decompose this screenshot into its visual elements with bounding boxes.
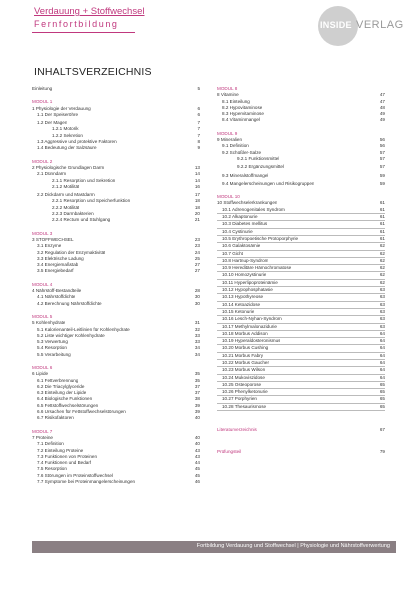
toc-entry-page: 48 [379,104,385,110]
toc-entry-page: 56 [379,143,385,149]
toc-entry[interactable] [217,309,385,316]
toc-entry-page: 79 [379,449,385,455]
module-heading: MODUL 3 [32,230,53,236]
header-subtitle: Fernfortbildung [34,19,119,29]
toc-entry[interactable] [217,117,385,123]
toc-entry-title: 10.16 Lesch-Nyhan-Syndrom [222,316,282,322]
toc-entry-title: 5 Kohlenhydrate [32,320,66,326]
toc-entry-title: 9.1 Definition [222,143,249,149]
toc-entry-page: 8 [197,139,200,145]
toc-entry-title: 2.2.1 Resorption und Speicherfunktion [52,198,131,204]
toc-entry-page: 28 [194,288,200,294]
toc-entry[interactable] [32,301,200,307]
toc-entry-title: 7.6 Störungen im Proteinstoffwechsel [37,472,114,478]
toc-entry[interactable] [217,338,385,345]
toc-entry-page: 64 [379,374,385,380]
toc-entry-title: 6.1 Fettverbrennung [37,377,79,383]
toc-entry-title: 7 Proteine [32,434,53,440]
toc-entry-page: 65 [379,381,385,387]
toc-entry-title: 9.3 Mineralstoffmangel [222,172,269,178]
toc-entry[interactable] [217,280,385,287]
toc-entry-title: 10.20 Morbus Cushing [222,345,269,351]
toc-entry-title: 8.2 Hypovitaminose [222,104,263,110]
toc-entry-page: 40 [194,415,200,421]
toc-entry-title: 3.2 Regulation der Enzymaktivität [37,249,106,255]
toc-entry-page: 27 [194,262,200,268]
toc-entry[interactable] [217,316,385,323]
toc-entry-title: 3.3 Elektrische Ladung [37,255,84,261]
toc-entry[interactable] [217,236,385,243]
toc-entry-title: 9.2.1 Funktionsmittel [237,155,280,161]
toc-entry-page: 18 [194,198,200,204]
toc-entry-title: 5.1 Kalorienanteil-Leitlinien für Kohlenhydrate [37,326,130,332]
logo-inside-text: INSIDE [320,20,352,30]
toc-entry-page: 27 [194,268,200,274]
toc-entry[interactable] [217,375,385,382]
toc-entry-page: 63 [379,308,385,314]
toc-entry-title: 6.2 Die Triacylglyceride [37,383,85,389]
toc-entry-title: 10.18 Morbus Addison [222,330,268,336]
toc-entry-page: 32 [194,326,200,332]
toc-entry[interactable] [32,415,200,421]
toc-entry-page: 62 [379,250,385,256]
toc-entry-title: 10.12 Hypophosphatasie [222,287,273,293]
footer-bar [32,541,396,553]
toc-entry[interactable] [217,360,385,367]
toc-entry[interactable] [32,184,200,190]
logo-verlag-text: VERLAG [356,19,404,31]
toc-entry-page: 35 [194,377,200,383]
toc-entry-page: 40 [194,434,200,440]
toc-entry-page: 9 [197,145,200,151]
toc-entry-page: 63 [379,294,385,300]
toc-entry-page: 21 [194,217,200,223]
toc-entry-page: 46 [194,479,200,485]
toc-entry-page: 62 [379,265,385,271]
toc-entry-title: 10.6 Galaktosämie [222,243,261,249]
toc-entry-title: 9.2 Schüßler-Salze [222,149,262,155]
toc-entry[interactable] [217,272,385,279]
toc-entry-title: 5.3 Verwertung [37,339,68,345]
module-heading: MODUL 6 [32,364,53,370]
toc-entry-title: 4.1 Nährstoffdichte [37,294,76,300]
toc-entry[interactable] [217,396,385,403]
toc-entry-page: 56 [379,137,385,143]
toc-entry-page: 45 [194,466,200,472]
toc-entry-title: 9.2.2 Ergänzungsmittel [237,164,284,170]
toc-entry-page: 37 [194,383,200,389]
toc-entry-page: 65 [379,396,385,402]
toc-entry-title: 10.10 Homozystinurie [222,272,267,278]
toc-entry-title: 10.26 Phenylketonurie [222,389,268,395]
toc-entry-title: 10.2 Alkaptonurie [222,214,258,220]
module-heading: MODUL 4 [32,281,53,287]
toc-entry[interactable] [217,353,385,360]
toc-entry-page: 7 [197,126,200,132]
toc-entry-title: 10.17 Methylmalonazidurie [222,323,277,329]
footer-text: Fortbildung Verdauung und Stoffwechsel | Physiologie und Nährstoffverwertung [196,543,390,549]
toc-entry-title: 10.22 Morbus Gaucher [222,359,269,365]
toc-entry-page: 31 [194,320,200,326]
toc-entry[interactable] [32,479,200,485]
toc-entry[interactable] [217,427,385,433]
toc-entry-title: Einleitung [32,86,53,91]
toc-entry[interactable] [32,217,200,223]
toc-entry[interactable] [217,243,385,250]
toc-entry-page: 34 [194,345,200,351]
toc-entry-page: 39 [194,402,200,408]
toc-entry-title: 4 Nährstoff-Bestandteile [32,288,82,294]
toc-entry-page: 61 [379,206,385,212]
toc-entry-page: 61 [379,200,385,206]
toc-entry[interactable] [217,265,385,272]
toc-entry-page: 7 [197,120,200,126]
toc-entry-title: 5.4 Resorption [37,345,67,351]
toc-entry-page: 59 [379,180,385,186]
toc-entry[interactable] [217,449,385,455]
toc-entry-title: 10.13 Hypothyreose [222,294,264,300]
header-title: Verdauung + Stoffwechsel [34,6,145,17]
toc-entry-title: 10.11 Hyperlipoproteinämie [222,279,278,285]
toc-entry-page: 65 [379,389,385,395]
toc-entry-title: 6.5 Fettstoffwechselstörungen [37,402,99,408]
toc-entry-title: 10.5 Erythropoetische Protoporphyrie [222,235,299,241]
toc-entry-title: 1.2.2 Sekretion [52,132,83,138]
toc-entry-title: 1.2.1 Motorik [52,126,79,132]
toc-entry-title: 1.1 Der Speiseröhre [37,111,79,117]
toc-entry-page: 25 [194,255,200,261]
toc-entry-page: 34 [194,351,200,357]
toc-entry-title: 10.9 Hereditäre Hämochromatose [222,265,292,271]
toc-entry[interactable] [32,352,200,358]
module-heading: MODUL 9 [217,130,238,136]
toc-entry-page: 33 [194,332,200,338]
toc-entry[interactable] [217,207,385,214]
toc-entry[interactable] [32,268,200,274]
toc-entry-page: 62 [379,257,385,263]
toc-entry-page: 20 [194,211,200,217]
toc-entry-page: 6 [197,105,200,111]
toc-entry[interactable] [217,221,385,228]
toc-entry-title: 2.1.1 Resorption und Sekretion [52,177,116,183]
toc-entry[interactable] [32,145,200,151]
toc-entry[interactable] [217,181,385,187]
toc-entry-page: 63 [379,323,385,329]
module-heading: MODUL 2 [32,158,53,164]
toc-entry-title: 10 Stoffwechselerkrankungen [217,200,278,206]
toc-entry-page: 47 [379,98,385,104]
toc-entry-page: 62 [379,279,385,285]
toc-entry-page: 43 [194,453,200,459]
toc-entry-title: 10.24 Mukoviszidose [222,374,265,380]
toc-entry-title: 10.7 Gicht [222,250,243,256]
toc-entry-title: 1.3 Aggressive und protektive Faktoren [37,139,117,145]
toc-entry-page: 57 [379,149,385,155]
toc-entry-page: 64 [379,367,385,373]
toc-entry-page: 64 [379,345,385,351]
toc-entry[interactable] [217,258,385,265]
toc-entry-title: 8.4 Vitaminmangel [222,117,260,123]
toc-entry-page: 65 [379,403,385,409]
toc-entry-title: 10.4 Cystinurie [222,228,253,234]
toc-entry-title: Literaturverzeichnis [217,427,257,433]
toc-entry-title: 2.1.2 Motilität [52,183,80,189]
toc-entry-title: 2.2.2 Motilität [52,204,80,210]
toc-entry[interactable] [217,382,385,389]
toc-entry[interactable] [217,156,385,162]
toc-entry-page: 61 [379,235,385,241]
toc-entry-title: 9.4 Mangelerscheinungen und Risikogruppen [222,180,315,186]
toc-entry-page: 61 [379,221,385,227]
toc-entry-title: 2 Physiologische Grundlagen Darm [32,164,105,170]
toc-entry-page: 62 [379,272,385,278]
toc-entry-title: 10.28 Thesaurismose [222,403,267,409]
header-rule [32,32,135,33]
toc-entry-page: 17 [194,192,200,198]
module-heading: MODUL 8 [217,86,238,91]
toc-entry-title: 7.7 Symptome bei Proteinmangelerscheinungen [37,479,136,485]
toc-entry-title: 10.15 Ketonurie [222,308,255,314]
toc-entry-title: 10.23 Morbus Wilson [222,367,266,373]
toc-entry-title: Prüfungsteil [217,449,242,455]
toc-entry[interactable] [217,164,385,170]
toc-entry-page: 44 [194,460,200,466]
toc-entry[interactable] [217,324,385,331]
toc-entry-page: 57 [379,164,385,170]
toc-entry-title: 3.4 Energiemaßstab [37,262,79,268]
toc-entry-page: 62 [379,243,385,249]
toc-entry-page: 16 [194,183,200,189]
toc-entry-title: 2.1 Dünndarm [37,171,67,177]
toc-entry[interactable] [32,86,200,92]
toc-entry-title: 7.1 Definition [37,441,64,447]
toc-entry-title: 9 Mineralien [217,137,243,143]
toc-entry-title: 8.3 Hypervitaminose [222,111,264,117]
toc-entry[interactable] [217,287,385,294]
toc-entry[interactable] [217,389,385,396]
toc-entry-title: 10.19 Hyperaldosteronismus [222,338,281,344]
toc-entry[interactable] [217,251,385,258]
toc-entry-title: 7.4 Funktionen und Bedarf [37,460,92,466]
toc-entry-page: 14 [194,171,200,177]
toc-entry-title: 8.1 Einteilung [222,98,250,104]
toc-entry[interactable] [217,294,385,301]
toc-entry-page: 35 [194,371,200,377]
toc-entry-page: 40 [194,441,200,447]
toc-entry-title: 3.5 Energiebedarf [37,268,74,274]
toc-entry-page: 59 [379,172,385,178]
toc-entry-page: 49 [379,117,385,123]
toc-entry-title: 10.25 Osteoporose [222,381,262,387]
toc-entry-page: 64 [379,359,385,365]
toc-entry-title: 8 Vitamine [217,92,239,98]
toc-entry[interactable] [217,367,385,374]
toc-entry[interactable] [217,331,385,338]
toc-entry-title: 2.2.3 Darmbakterien [52,211,94,217]
toc-entry-title: 4.2 Berechnung Nährstoffdichte [37,300,102,306]
module-heading: MODUL 5 [32,313,53,319]
toc-entry-page: 14 [194,177,200,183]
toc-entry[interactable] [32,112,200,118]
toc-entry-title: 1.2 Der Magen [37,120,68,126]
toc-entry-title: 1.4 Bedeutung der Salzsäure [37,145,97,151]
toc-entry-page: 43 [194,447,200,453]
toc-entry-title: 3 STOFFWECHSEL [32,236,74,242]
toc-entry-title: 10.1 Adrenogenitales Syndrom [222,206,285,212]
toc-entry-title: 6.4 Biologische Funktionen [37,396,93,402]
toc-entry-title: 6.7 Risikofaktoren [37,415,74,421]
toc-entry-title: 10.14 Ketoazidose [222,301,261,307]
toc-left-column [32,86,200,485]
toc-entry-title: 2.2.4 Rectum und Stuhlgang [52,217,111,223]
toc-entry[interactable] [217,229,385,236]
module-heading: MODUL 1 [32,99,53,105]
toc-right-column [217,86,385,456]
toc-entry-title: 7.2 Einteilung Proteine [37,447,84,453]
toc-entry-page: 23 [194,243,200,249]
toc-entry[interactable] [217,214,385,221]
module-heading: MODUL 10 [217,194,240,200]
toc-entry-page: 6 [197,111,200,117]
toc-entry-page: 64 [379,338,385,344]
toc-entry-title: 5.5 Verarbeitung [37,351,71,357]
toc-entry-page: 37 [194,390,200,396]
toc-entry-page: 63 [379,287,385,293]
toc-entry-page: 64 [379,352,385,358]
toc-entry-title: 10.27 Porphyrien [222,396,257,402]
toc-entry-page: 30 [194,294,200,300]
toc-entry-page: 45 [194,472,200,478]
toc-entry-title: 5.2 Liste wichtiger Kohlenhydrate [37,332,105,338]
toc-entry-page: 67 [379,427,385,433]
toc-entry-page: 64 [379,330,385,336]
toc-entry-page: 7 [197,132,200,138]
toc-entry[interactable] [217,404,385,411]
toc-entry-title: 10.3 Diabetes mellitus [222,221,268,227]
toc-entry-title: 6.3 Einteilung der Lipide [37,390,87,396]
toc-entry-page: 63 [379,316,385,322]
toc-entry-page: 39 [194,409,200,415]
toc-entry-title: 10.21 Morbus Fabry [222,352,264,358]
toc-entry[interactable] [217,345,385,352]
toc-entry-page: 57 [379,155,385,161]
toc-entry-page: 49 [379,111,385,117]
toc-entry-title: 1 Physiologie der Verdauung [32,105,91,111]
toc-entry-page: 24 [194,249,200,255]
toc-entry-page: 61 [379,228,385,234]
toc-entry-page: 33 [194,339,200,345]
publisher-logo [318,6,404,46]
toc-entry-page: 30 [194,300,200,306]
toc-entry-page: 13 [194,164,200,170]
toc-entry-page: 63 [379,301,385,307]
toc-entry-title: 6.6 Ursachen für Fettstoffwechselstörungen [37,409,126,415]
toc-entry-title: 6 Lipide [32,371,49,377]
toc-entry-page: 18 [194,204,200,210]
toc-entry[interactable] [217,302,385,309]
toc-entry-title: 10.8 Hartnup-Syndrom [222,257,269,263]
toc-entry-page: 61 [379,214,385,220]
page-title: INHALTSVERZEICHNIS [34,66,152,78]
toc-entry-page: 5 [197,86,200,91]
toc-entry-title: 3.1 Enzyme [37,243,62,249]
toc-entry-title: 7.3 Funktionen von Proteinen [37,453,98,459]
toc-entry-title: 7.5 Resorption [37,466,67,472]
toc-entry-page: 23 [194,236,200,242]
toc-entry-title: 2.2 Dickdarm und Mastdarm [37,192,95,198]
module-heading: MODUL 7 [32,428,53,434]
toc-entry[interactable] [217,173,385,179]
toc-entry-page: 38 [194,396,200,402]
toc-entry-page: 47 [379,92,385,98]
